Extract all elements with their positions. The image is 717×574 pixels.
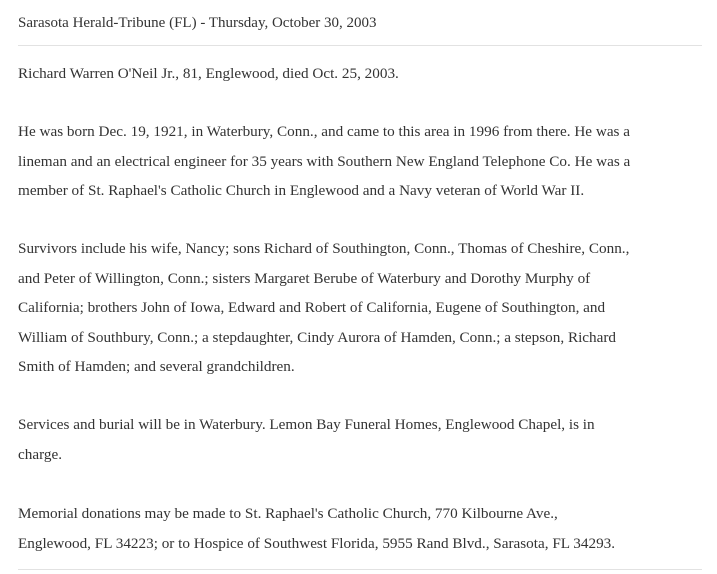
text-line: California; brothers John of Iowa, Edward and Robert of California, Eugene of Southington, and — [18, 299, 606, 316]
text-line: member of St. Raphael's Catholic Church in Englewood and a Navy veteran of World War II. — [18, 182, 585, 199]
text-line: Memorial donations may be made to St. Raphael's Catholic Church, 770 Kilbourne Ave., — [18, 505, 558, 522]
text-line: and Peter of Willington, Conn.; sisters Margaret Berube of Waterbury and Dorothy Murphy of — [18, 269, 591, 287]
paragraph-services — [18, 410, 708, 469]
text-line: Englewood, FL 34223; or to Hospice of Southwest Florida, 5955 Rand Blvd., Sarasota, FL 34293. — [18, 534, 616, 552]
source-header: Sarasota Herald-Tribune (FL) - Thursday, October 30, 2003 — [18, 15, 377, 31]
text-line: lineman and an electrical engineer for 35 years with Southern New England Telephone Co. He was a — [18, 152, 631, 170]
paragraph-survivors — [18, 234, 708, 382]
text-line: He was born Dec. 19, 1921, in Waterbury, Conn., and came to this area in 1996 from there. He was a — [18, 123, 631, 140]
paragraph-biography — [18, 117, 708, 206]
text-line: Richard Warren O'Neil Jr., 81, Englewood, died Oct. 25, 2003. — [18, 65, 399, 82]
text-line: Services and burial will be in Waterbury. Lemon Bay Funeral Homes, Englewood Chapel, is in — [18, 416, 595, 433]
paragraph-death-notice — [18, 59, 708, 89]
footer-divider — [18, 569, 702, 570]
paragraph-memorial-donations — [18, 499, 708, 558]
text-line: charge. — [18, 445, 62, 463]
text-line: Smith of Hamden; and several grandchildren. — [18, 358, 295, 375]
text-line: William of Southbury, Conn.; a stepdaughter, Cindy Aurora of Hamden, Conn.; a stepson, Richard — [18, 328, 617, 346]
header-divider — [18, 45, 702, 46]
text-line: Survivors include his wife, Nancy; sons Richard of Southington, Conn., Thomas of Cheshire, Conn., — [18, 240, 630, 257]
